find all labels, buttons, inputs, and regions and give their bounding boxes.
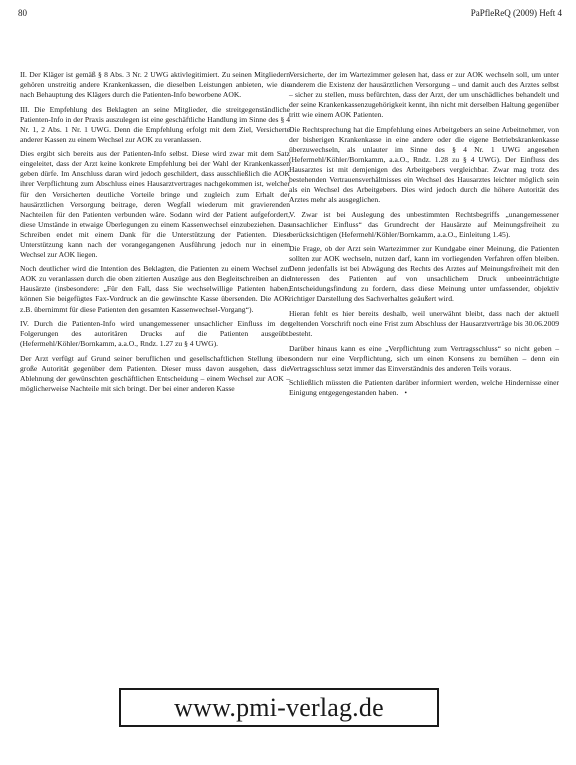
end-of-article-mark: • xyxy=(404,389,407,398)
paragraph-section-iv: IV. Durch die Patienten-Info wird unangemessener unsachlicher Einfluss im der Folgerungen des autoritären Drucks auf die Patienten ausgeübt. (Hefermehl/Köhler/Bornkamm, a.a.O., Rndz. 1.27 zu § 4 UWG). xyxy=(20,319,290,349)
paragraph-section-iii: III. Die Empfehlung des Beklagten an seine Mitglieder, die streitgegenständliche Patienten-Info in der Praxis auszulegen ist eine geschäftliche Handlung im Sinne des § 4 Nr. 1, 2 Abs. 1 Nr. 1 UWG. Denn die Empfehlung erfolgt mit dem Ziel, Versicherte anderer Kassen zu einem Wechsel zur AOK zu veranlassen. xyxy=(20,104,290,144)
journal-reference: PaPfleReQ (2009) Heft 4 xyxy=(470,8,562,18)
paragraph: Die Rechtsprechung hat die Empfehlung eines Arbeitgebers an seine Arbeitnehmer, von der bisherigen Krankenkasse in eine andere oder die eigene Betriebskrankenkasse überzuwechseln, als unlauter im Sinne des § 4 Nr. 1 UWG angesehen (Hefermehl/Köhler/Bornkamm, a.a.O., Rndz. 1.28 zu § 4 UWG). Der Einfluss des Hausarztes ist mit demjenigen des Arbeitgebers vergleichbar. Zwar mag trotz des bestehenden Vertrauensverhältnisses ein Wechsel des Hausarztes leichter möglich sein als ein Wechsel des Arbeitgebers. Dies wird jedoch durch die höhere Autorität des Arztes mehr als ausgeglichen. xyxy=(289,124,559,205)
paragraph: Darüber hinaus kann es eine „Verpflichtung zum Vertragsschluss“ so nicht geben – sondern nur eine Verpflichtung, sich um einen Konsens zu bemühen – denn ein Vertragsschluss setzt immer das Einverständnis des anderen Teils voraus. xyxy=(289,343,559,373)
paragraph-final xyxy=(289,378,559,398)
paragraph-section-ii: II. Der Kläger ist gemäß § 8 Abs. 3 Nr. 2 UWG aktivlegitimiert. Zu seinen Mitgliedern gehören unstreitig andere Krankenkassen, die dieselben Leistungen anbieten, wie die nach Behauptung des Klägers durch die Patienten-Info beworbene AOK. xyxy=(20,70,290,100)
paragraph: Noch deutlicher wird die Intention des Beklagten, die Patienten zu einem Wechsel zur AOK zu veranlassen durch die oben zitierten Auszüge aus den Begleitschreiben an die Hausärzte (insbesondere: „Für den Fall, dass Sie wechselwillige Patienten haben, können Sie beigefügtes Fax-Vordruck an die gewünschte Kasse übersenden. Die AOK z.B. übernimmt für diese Patienten den gesamten Kassenwechsel-Vorgang“). xyxy=(20,264,290,314)
paragraph: Hieran fehlt es hier bereits deshalb, weil unerwähnt bleibt, dass nach der aktuell geltenden Vorschrift noch eine Frist zum Abschluss der Hausarztverträge bis 30.06.2009 besteht. xyxy=(289,309,559,339)
paragraph: Die Frage, ob der Arzt sein Wartezimmer zur Kundgabe einer Meinung, die Patienten sollten zur AOK wechseln, nutzen darf, kann im vorliegenden Verfahren offen bleiben. Denn jedenfalls ist bei Abwägung des Rechts des Arztes auf Meinungsfreiheit mit den Interessen des Patienten auf von unsachlichem Druck unbeeinträchtigte Entscheidungsfindung zu fordern, dass diese Meinung unter umfassender, objektiv richtiger Darstellung des Sachverhaltes geäußert wird. xyxy=(289,244,559,304)
page-header xyxy=(18,6,562,20)
publisher-url: www.pmi-verlag.de xyxy=(174,692,384,722)
paragraph: Der Arzt verfügt auf Grund seiner beruflichen und gesellschaftlichen Stellung über große Autorität gegenüber dem Patienten. Dieser muss davon ausgehen, dass die Ablehnung der gewünschten geschäftlichen Entscheidung – einem Wechsel zur AOK – möglicherweise Nachteile mit sich bringt. Der bei einer anderen Kasse xyxy=(20,353,290,393)
paragraph: Versicherte, der im Wartezimmer gelesen hat, dass er zur AOK wechseln soll, um unter anderem die Existenz der hausärztlichen Versorgung – und damit auch des Arztes selbst – sicher zu stellen, muss befürchten, dass der Arzt, der um unschädliches behandelt und der seine Krankenkassenzugehörigkeit kennt, ihn nicht mit derselben Haltung gegenüber tritt wie einem AOK Patienten. xyxy=(289,70,559,120)
paragraph-section-v: V. Zwar ist bei Auslegung des unbestimmten Rechtsbegriffs „unangemessener unsachlicher Einfluss“ das Grundrecht der Hausärzte auf Meinungsfreiheit zu berücksichtigen (Hefermehl/Köhler/Bornkamm, a.a.O., Einleitung 1.45). xyxy=(289,209,559,239)
left-text-column xyxy=(20,70,290,398)
right-text-column xyxy=(289,70,559,403)
paragraph-final-text: Schließlich müssten die Patienten darüber informiert werden, welche Hindernisse einer Einigung entgegengestanden haben. xyxy=(289,378,559,398)
publisher-url-banner xyxy=(119,688,439,727)
page-number: 80 xyxy=(18,8,27,18)
paragraph: Dies ergibt sich bereits aus der Patienten-Info selbst. Diese wird zwar mit dem Satz eingeleitet, dass der Arzt keine konkrete Empfehlung bei der Wahl der Krankenkassen geben dürfe. Im Anschluss daran wird jedoch geschildert, dass ausschließlich die AOK ihrer Verpflichtung zum Abschluss eines Hausarztvertrages nachgekommen ist, welcher für den Versicherten deutliche Vorteile bringe und zugleich zum Erhalt der hausärztlichen Versorgung beitrage, deren Wegfall wiederum mit gravierenden Nachteilen für den Patienten verbunden wäre. Sodann wird der Patient aufgefordert, diese Umstände in etwaige Überlegungen zu einem Kassenwechsel einzubeziehen. Das Schreiben endet mit einem Dank für die Unterstützung der Patienten. Diese Unterstützung kann nach der vorangegangenen Ausführung jedoch nur in einem Wechsel zur AOK liegen. xyxy=(20,149,290,259)
